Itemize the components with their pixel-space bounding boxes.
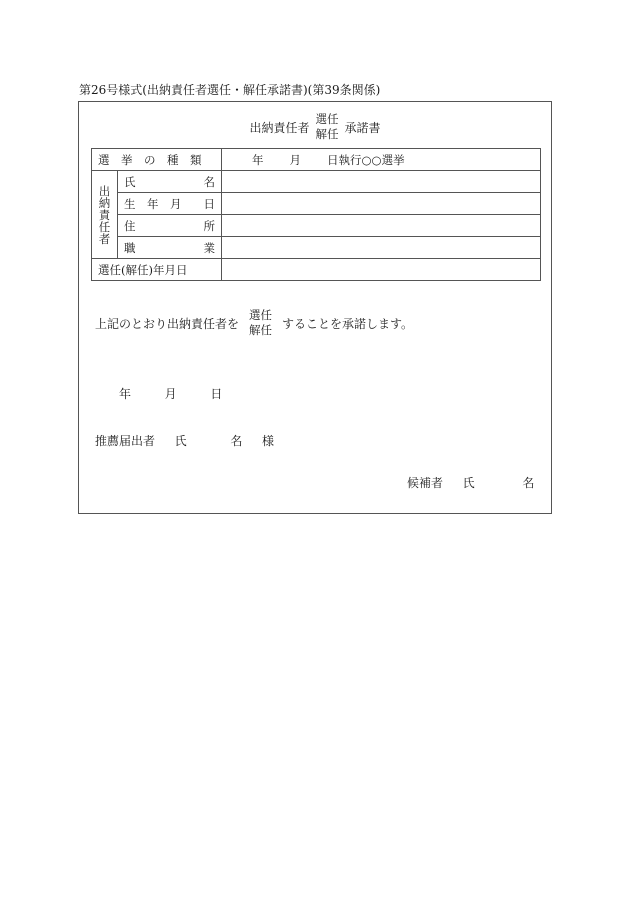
- form-header: 第26号様式(出納責任者選任・解任承諾書)(第39条関係): [79, 83, 381, 97]
- address-label-right: 所: [203, 218, 215, 233]
- occupation-label-cell: [118, 237, 222, 259]
- date-day: 日: [210, 387, 223, 401]
- table-row-occupation: [92, 237, 541, 259]
- consent-statement: [95, 308, 413, 338]
- birthdate-value-cell[interactable]: [222, 193, 541, 215]
- recommender-name-a: 氏: [174, 434, 187, 448]
- election-value-cell[interactable]: [222, 149, 541, 171]
- date-value-cell[interactable]: [222, 259, 541, 281]
- table-row-election: [92, 149, 541, 171]
- title-option-appoint: 選任: [315, 112, 339, 126]
- treasurer-label-char-2: 納: [98, 195, 111, 210]
- candidate-name-b: 名: [522, 476, 535, 490]
- treasurer-label-char-1: 出: [98, 183, 111, 198]
- recommender-honorific: 様: [262, 434, 275, 448]
- birthdate-label-left: 生 年 月: [124, 196, 182, 211]
- statement-option-dismiss: 解任: [249, 323, 273, 337]
- election-year: 年: [252, 152, 264, 167]
- treasurer-label-char-4: 任: [98, 219, 111, 234]
- title-prefix: 出納責任者: [249, 120, 310, 135]
- title-suffix: 承諾書: [344, 120, 381, 135]
- form-title: [79, 112, 551, 142]
- birthdate-label-right: 日: [203, 196, 215, 211]
- birthdate-label-cell: [118, 193, 222, 215]
- info-table: [91, 148, 541, 281]
- election-label-cell: [92, 149, 222, 171]
- address-label-cell: [118, 215, 222, 237]
- consent-date-line: [119, 385, 222, 402]
- candidate-line: [407, 474, 534, 491]
- occupation-label-left: 職: [124, 240, 136, 255]
- date-label: 選任(解任)年月日: [98, 262, 188, 277]
- statement-prefix: 上記のとおり出納責任者を: [95, 316, 240, 331]
- name-label-left: 氏: [124, 174, 136, 189]
- treasurer-group-label: [92, 171, 118, 259]
- treasurer-label-char-3: 責: [98, 207, 111, 222]
- occupation-value-cell[interactable]: [222, 237, 541, 259]
- recommender-label: 推薦届出者: [95, 434, 156, 448]
- occupation-label-right: 業: [203, 240, 215, 255]
- name-label-cell: [118, 171, 222, 193]
- recommender-name-b: 名: [230, 434, 243, 448]
- table-row-date: [92, 259, 541, 281]
- title-option-dismiss: 解任: [315, 127, 339, 141]
- date-month: 月: [164, 387, 177, 401]
- treasurer-label-char-5: 者: [98, 231, 111, 246]
- table-row-name: [92, 171, 541, 193]
- name-label-right: 名: [203, 174, 215, 189]
- name-value-cell[interactable]: [222, 171, 541, 193]
- address-label-left: 住: [124, 218, 136, 233]
- title-option-stack: [316, 112, 339, 142]
- table-row-birthdate: [92, 193, 541, 215]
- statement-suffix: することを承諾します。: [282, 316, 414, 331]
- date-label-cell: [92, 259, 222, 281]
- candidate-label: 候補者: [407, 476, 444, 490]
- candidate-name-a: 氏: [462, 476, 475, 490]
- election-label: 選 挙 の 種 類: [98, 152, 202, 167]
- election-rest: 日執行○○選挙: [327, 152, 405, 167]
- form-frame: [78, 101, 552, 514]
- table-row-address: [92, 215, 541, 237]
- election-month: 月: [289, 152, 301, 167]
- statement-option-stack: [249, 308, 272, 338]
- date-year: 年: [119, 387, 132, 401]
- statement-option-appoint: 選任: [249, 308, 273, 322]
- address-value-cell[interactable]: [222, 215, 541, 237]
- recommender-line: [95, 432, 274, 449]
